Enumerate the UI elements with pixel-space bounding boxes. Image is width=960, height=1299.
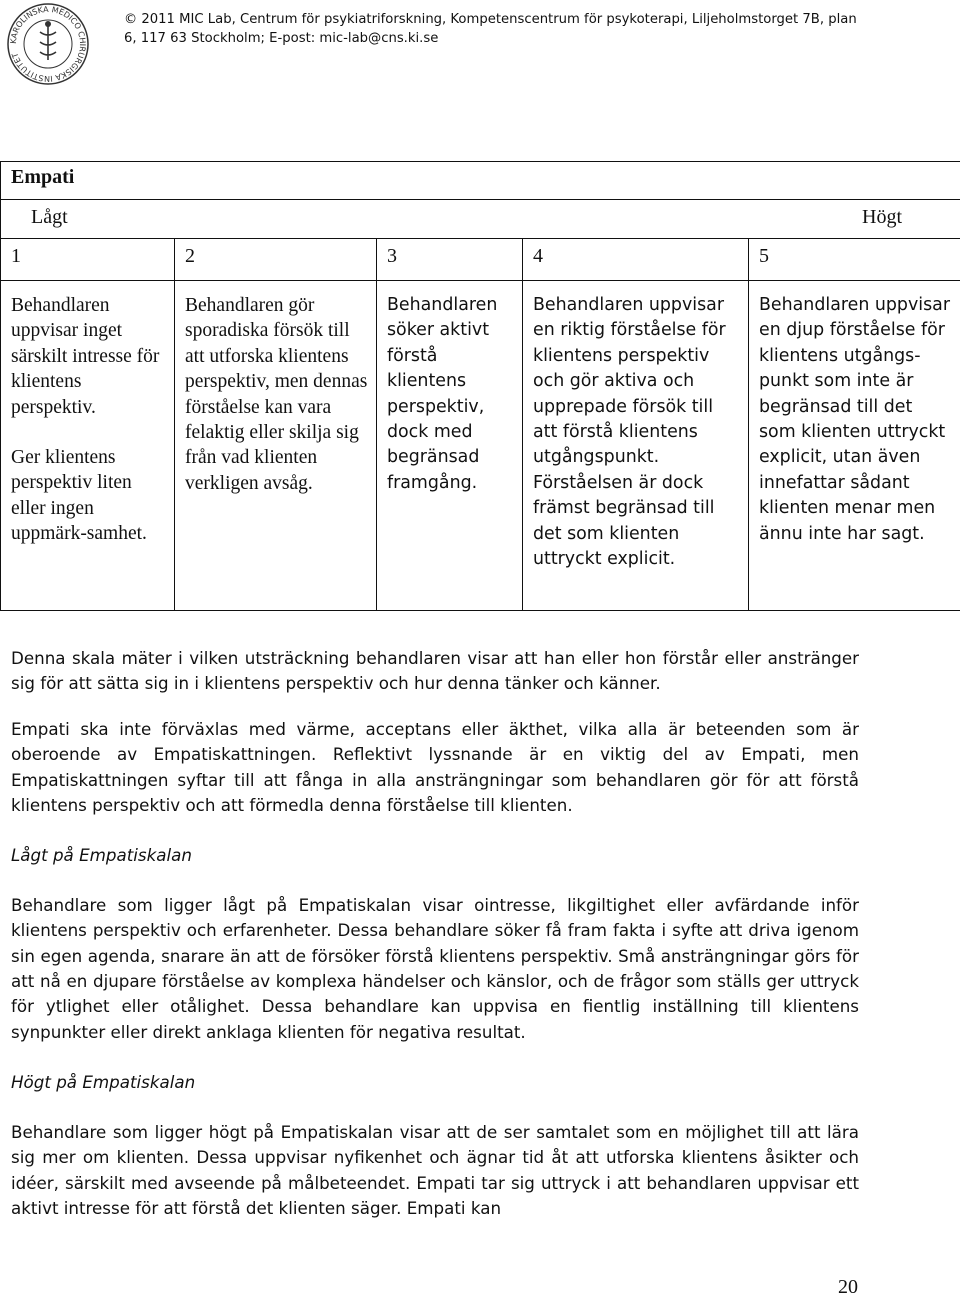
high-section-heading: Högt på Empatiskalan [11, 1070, 859, 1095]
high-section-text: Behandlare som ligger högt på Empatiskalan visar att de ser samtalet som en möjlighet till att lära sig mer om klienten. Dessa uppvisar nyfikenhet och ägnar tid åt att utforska klientens åsikter och idéer, särskilt med avseende på målbeteendet. Empati tar sig uttryck i att behandlaren uppvisar ett aktivt intresse för att förstå det klienten säger. Empati kan [11, 1120, 859, 1222]
level-3-text: Behandlaren söker aktivt förstå klientens perspektiv, dock med begränsad framgång. [387, 293, 514, 496]
definition-paragraph: Empati ska inte förväxlas med värme, acceptans eller äkthet, vilka alla är beteenden som är oberoende av Empatiskattningen. Reflektivt lyssnande är en viktig del av Empati, men Empatiskattningen syftar till att fånga in alla ansträngningar som behandlaren gör för att förstå klientens perspektiv och att förmedla denna förståelse till klienten. [11, 717, 859, 819]
level-1-text-a: Behandlaren uppvisar inget särskilt intresse för klientens perspektiv. [11, 293, 166, 420]
copyright-line-2: 6, 117 63 Stockholm; E-post: mic-lab@cns.ki.se [124, 29, 954, 48]
level-4-description [523, 281, 749, 611]
low-section-text: Behandlare som ligger lågt på Empatiskalan visar ointresse, likgiltighet eller avfärdande inför klientens perspektiv och erfarenheter. Dessa behandlare söker få fram fakta i syfte att driva igenom sin egen agenda, snarare än att de försöker förstå klientens perspektiv. Små ansträngningar görs för att nå en djupare förståelse av komplexa händelser och känslor, och de frågor som ställs ger uttryck för ytlighet eller otålighet. Dessa behandlare kan uppvisa en fientlig inställning till klientens synpunkter eller direkt anklaga klienten för negativa resultat. [11, 893, 859, 1045]
scale-title: Empati [1, 162, 960, 200]
level-1-description [1, 281, 175, 611]
empathy-rating-scale-table [0, 161, 960, 611]
svg-text:KAROLINSKA MEDICO CHIRURGISKA: KAROLINSKA MEDICO CHIRURGISKA INSTITUTET [9, 5, 87, 83]
scale-number-2: 2 [175, 239, 377, 281]
document-body [11, 646, 859, 1221]
scale-number-5: 5 [749, 239, 960, 281]
low-label: Lågt [31, 206, 68, 229]
level-5-text: Behandlaren uppvisar en djup förståelse för klientens utgångs-punkt som inte är begränsad till det som klienten uttryckt explicit, utan även innefattar sådant klienten menar men ännu inte har sagt. [759, 293, 952, 547]
level-2-description [175, 281, 377, 611]
page-header [0, 0, 960, 90]
copyright-notice [124, 10, 954, 48]
low-section-heading: Lågt på Empatiskalan [11, 843, 859, 868]
karolinska-seal-logo [6, 2, 90, 86]
level-5-description [749, 281, 960, 611]
level-4-text: Behandlaren uppvisar en riktig förståelse för klientens perspektiv och gör aktiva och upprepade försök till att förstå klientens utgångspunkt. Förståelsen är dock främst begränsad till det som klienten uttryckt explicit. [533, 293, 740, 572]
level-2-text: Behandlaren gör sporadiska försök till att utforska klientens perspektiv, men dennas förståelse kan vara felaktig eller skilja sig från vad klienten verkligen avsåg. [185, 293, 368, 496]
scale-number-1: 1 [1, 239, 175, 281]
scale-number-4: 4 [523, 239, 749, 281]
intro-paragraph: Denna skala mäter i vilken utsträckning behandlaren visar att han eller hon förstår eller anstränger sig för att sätta sig in i klientens perspektiv och hur denna tänker och känner. [11, 646, 859, 697]
copyright-line-1: © 2011 MIC Lab, Centrum för psykiatriforskning, Kompetenscentrum för psykoterapi, Liljeholmstorget 7B, plan [124, 10, 954, 29]
level-3-description [377, 281, 523, 611]
high-label: Högt [862, 206, 902, 229]
scale-number-3: 3 [377, 239, 523, 281]
scale-range-row [1, 200, 960, 239]
page-number: 20 [838, 1276, 858, 1299]
level-1-text-b: Ger klientens perspektiv liten eller ingen uppmärk-samhet. [11, 445, 166, 547]
